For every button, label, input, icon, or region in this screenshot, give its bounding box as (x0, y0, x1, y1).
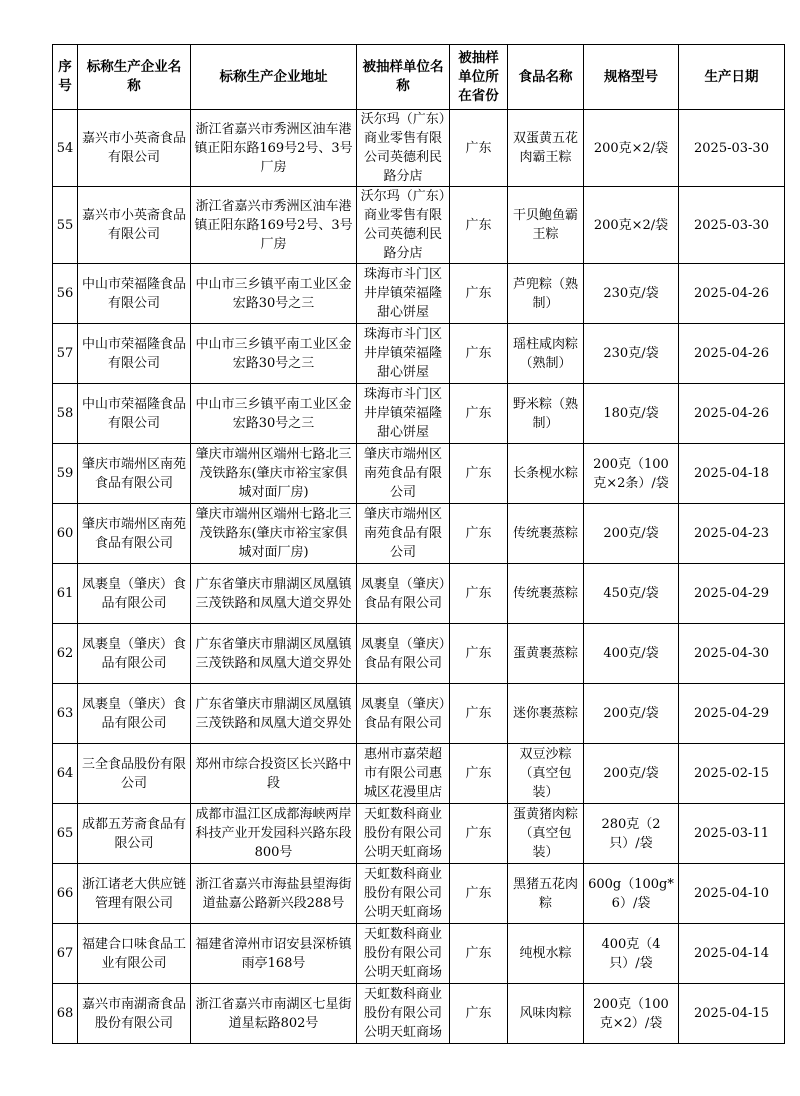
spec-cell: 200克（100克×2）/袋 (584, 984, 679, 1044)
company-address-cell: 肇庆市端州区端州七路北三茂铁路东(肇庆市裕宝家俱城对面厂房) (191, 444, 357, 504)
header-cell: 被抽样单位所在省份 (450, 45, 508, 110)
spec-cell: 400克/袋 (584, 624, 679, 684)
company-address-cell: 浙江省嘉兴市南湖区七星街道星耘路802号 (191, 984, 357, 1044)
company-address-cell: 中山市三乡镇平南工业区金宏路30号之三 (191, 384, 357, 444)
company-name-cell: 成都五芳斋食品有限公司 (78, 804, 191, 864)
spec-cell: 200克/袋 (584, 744, 679, 804)
company-name-cell: 凤裹皇（肇庆）食品有限公司 (78, 684, 191, 744)
province-cell: 广东 (450, 444, 508, 504)
production-date-cell: 2025-04-23 (679, 504, 785, 564)
production-date-cell: 2025-04-30 (679, 624, 785, 684)
spec-cell: 200克/袋 (584, 684, 679, 744)
province-cell: 广东 (450, 384, 508, 444)
sampled-unit-cell: 肇庆市端州区南苑食品有限公司 (357, 444, 450, 504)
food-name-cell: 黑猪五花肉粽 (508, 864, 584, 924)
row-number-cell: 58 (53, 384, 78, 444)
sampling-results-table (52, 44, 785, 1044)
sampled-unit-cell: 沃尔玛（广东）商业零售有限公司英德利民路分店 (357, 110, 450, 187)
company-address-cell: 广东省肇庆市鼎湖区凤凰镇三茂铁路和凤凰大道交界处 (191, 684, 357, 744)
company-name-cell: 嘉兴市小英斋食品有限公司 (78, 110, 191, 187)
food-name-cell: 蛋黄猪肉粽（真空包装） (508, 804, 584, 864)
province-cell: 广东 (450, 187, 508, 264)
company-name-cell: 中山市荣福隆食品有限公司 (78, 384, 191, 444)
table-row (53, 684, 785, 744)
table-row (53, 564, 785, 624)
sampled-unit-cell: 凤裹皇（肇庆）食品有限公司 (357, 684, 450, 744)
table-row (53, 504, 785, 564)
table-row (53, 110, 785, 187)
production-date-cell: 2025-02-15 (679, 744, 785, 804)
row-number-cell: 67 (53, 924, 78, 984)
header-row (53, 45, 785, 110)
company-name-cell: 凤裹皇（肇庆）食品有限公司 (78, 624, 191, 684)
spec-cell: 450克/袋 (584, 564, 679, 624)
table-row (53, 324, 785, 384)
table-row (53, 744, 785, 804)
food-name-cell: 迷你裹蒸粽 (508, 684, 584, 744)
spec-cell: 230克/袋 (584, 264, 679, 324)
sampled-unit-cell: 凤裹皇（肇庆）食品有限公司 (357, 624, 450, 684)
food-name-cell: 蛋黄裹蒸粽 (508, 624, 584, 684)
production-date-cell: 2025-04-14 (679, 924, 785, 984)
company-address-cell: 浙江省嘉兴市秀洲区油车港镇正阳东路169号2号、3号厂房 (191, 110, 357, 187)
food-name-cell: 传统裹蒸粽 (508, 504, 584, 564)
company-address-cell: 中山市三乡镇平南工业区金宏路30号之三 (191, 264, 357, 324)
production-date-cell: 2025-03-11 (679, 804, 785, 864)
company-name-cell: 凤裹皇（肇庆）食品有限公司 (78, 564, 191, 624)
company-address-cell: 福建省漳州市诏安县深桥镇雨亭168号 (191, 924, 357, 984)
header-cell: 规格型号 (584, 45, 679, 110)
food-name-cell: 野米粽（熟制） (508, 384, 584, 444)
company-name-cell: 肇庆市端州区南苑食品有限公司 (78, 444, 191, 504)
company-name-cell: 肇庆市端州区南苑食品有限公司 (78, 504, 191, 564)
spec-cell: 230克/袋 (584, 324, 679, 384)
production-date-cell: 2025-04-29 (679, 684, 785, 744)
row-number-cell: 57 (53, 324, 78, 384)
province-cell: 广东 (450, 624, 508, 684)
province-cell: 广东 (450, 924, 508, 984)
company-address-cell: 肇庆市端州区端州七路北三茂铁路东(肇庆市裕宝家俱城对面厂房) (191, 504, 357, 564)
company-name-cell: 嘉兴市南湖斋食品股份有限公司 (78, 984, 191, 1044)
sampled-unit-cell: 天虹数科商业股份有限公司公明天虹商场 (357, 864, 450, 924)
table-row (53, 804, 785, 864)
table-row (53, 187, 785, 264)
header-cell: 标称生产企业名称 (78, 45, 191, 110)
spec-cell: 200克×2/袋 (584, 187, 679, 264)
food-name-cell: 长条枧水粽 (508, 444, 584, 504)
sampled-unit-cell: 肇庆市端州区南苑食品有限公司 (357, 504, 450, 564)
production-date-cell: 2025-04-15 (679, 984, 785, 1044)
company-name-cell: 嘉兴市小英斋食品有限公司 (78, 187, 191, 264)
food-name-cell: 双豆沙粽（真空包装） (508, 744, 584, 804)
row-number-cell: 59 (53, 444, 78, 504)
province-cell: 广东 (450, 984, 508, 1044)
table-row (53, 624, 785, 684)
production-date-cell: 2025-04-26 (679, 384, 785, 444)
row-number-cell: 63 (53, 684, 78, 744)
production-date-cell: 2025-04-18 (679, 444, 785, 504)
company-name-cell: 福建合口味食品工业有限公司 (78, 924, 191, 984)
company-address-cell: 郑州市综合投资区长兴路中段 (191, 744, 357, 804)
province-cell: 广东 (450, 504, 508, 564)
header-cell: 标称生产企业地址 (191, 45, 357, 110)
company-address-cell: 浙江省嘉兴市秀洲区油车港镇正阳东路169号2号、3号厂房 (191, 187, 357, 264)
company-address-cell: 浙江省嘉兴市海盐县望海街道盐嘉公路新兴段288号 (191, 864, 357, 924)
row-number-cell: 65 (53, 804, 78, 864)
company-address-cell: 广东省肇庆市鼎湖区凤凰镇三茂铁路和凤凰大道交界处 (191, 624, 357, 684)
province-cell: 广东 (450, 864, 508, 924)
sampled-unit-cell: 珠海市斗门区井岸镇荣福隆甜心饼屋 (357, 264, 450, 324)
province-cell: 广东 (450, 744, 508, 804)
food-name-cell: 干贝鲍鱼霸王粽 (508, 187, 584, 264)
province-cell: 广东 (450, 564, 508, 624)
company-name-cell: 三全食品股份有限公司 (78, 744, 191, 804)
table-row (53, 264, 785, 324)
company-address-cell: 中山市三乡镇平南工业区金宏路30号之三 (191, 324, 357, 384)
company-name-cell: 浙江诸老大供应链管理有限公司 (78, 864, 191, 924)
header-cell: 序号 (53, 45, 78, 110)
company-name-cell: 中山市荣福隆食品有限公司 (78, 324, 191, 384)
province-cell: 广东 (450, 804, 508, 864)
spec-cell: 280克（2只）/袋 (584, 804, 679, 864)
food-name-cell: 瑶柱咸肉粽（熟制） (508, 324, 584, 384)
production-date-cell: 2025-03-30 (679, 110, 785, 187)
company-name-cell: 中山市荣福隆食品有限公司 (78, 264, 191, 324)
production-date-cell: 2025-04-26 (679, 324, 785, 384)
province-cell: 广东 (450, 110, 508, 187)
sampled-unit-cell: 凤裹皇（肇庆）食品有限公司 (357, 564, 450, 624)
table-row (53, 384, 785, 444)
food-name-cell: 芦兜粽（熟制） (508, 264, 584, 324)
company-address-cell: 广东省肇庆市鼎湖区凤凰镇三茂铁路和凤凰大道交界处 (191, 564, 357, 624)
table-row (53, 864, 785, 924)
row-number-cell: 60 (53, 504, 78, 564)
spec-cell: 180克/袋 (584, 384, 679, 444)
table-row (53, 444, 785, 504)
row-number-cell: 61 (53, 564, 78, 624)
table-row (53, 984, 785, 1044)
food-name-cell: 传统裹蒸粽 (508, 564, 584, 624)
food-name-cell: 纯枧水粽 (508, 924, 584, 984)
spec-cell: 600g（100g*6）/袋 (584, 864, 679, 924)
row-number-cell: 62 (53, 624, 78, 684)
province-cell: 广东 (450, 684, 508, 744)
food-name-cell: 双蛋黄五花肉霸王粽 (508, 110, 584, 187)
row-number-cell: 68 (53, 984, 78, 1044)
row-number-cell: 66 (53, 864, 78, 924)
food-name-cell: 风味肉粽 (508, 984, 584, 1044)
sampled-unit-cell: 珠海市斗门区井岸镇荣福隆甜心饼屋 (357, 324, 450, 384)
sampled-unit-cell: 天虹数科商业股份有限公司公明天虹商场 (357, 804, 450, 864)
sampled-unit-cell: 天虹数科商业股份有限公司公明天虹商场 (357, 924, 450, 984)
table-row (53, 924, 785, 984)
sampled-unit-cell: 天虹数科商业股份有限公司公明天虹商场 (357, 984, 450, 1044)
production-date-cell: 2025-03-30 (679, 187, 785, 264)
header-cell: 食品名称 (508, 45, 584, 110)
spec-cell: 400克（4只）/袋 (584, 924, 679, 984)
province-cell: 广东 (450, 324, 508, 384)
sampled-unit-cell: 沃尔玛（广东）商业零售有限公司英德利民路分店 (357, 187, 450, 264)
table-body (53, 110, 785, 1044)
province-cell: 广东 (450, 264, 508, 324)
production-date-cell: 2025-04-10 (679, 864, 785, 924)
spec-cell: 200克（100克×2条）/袋 (584, 444, 679, 504)
sampled-unit-cell: 珠海市斗门区井岸镇荣福隆甜心饼屋 (357, 384, 450, 444)
row-number-cell: 64 (53, 744, 78, 804)
production-date-cell: 2025-04-29 (679, 564, 785, 624)
header-cell: 生产日期 (679, 45, 785, 110)
sampled-unit-cell: 惠州市嘉荣超市有限公司惠城区花漫里店 (357, 744, 450, 804)
header-cell: 被抽样单位名称 (357, 45, 450, 110)
row-number-cell: 54 (53, 110, 78, 187)
spec-cell: 200克×2/袋 (584, 110, 679, 187)
company-address-cell: 成都市温江区成都海峡两岸科技产业开发园科兴路东段800号 (191, 804, 357, 864)
production-date-cell: 2025-04-26 (679, 264, 785, 324)
spec-cell: 200克/袋 (584, 504, 679, 564)
row-number-cell: 56 (53, 264, 78, 324)
row-number-cell: 55 (53, 187, 78, 264)
